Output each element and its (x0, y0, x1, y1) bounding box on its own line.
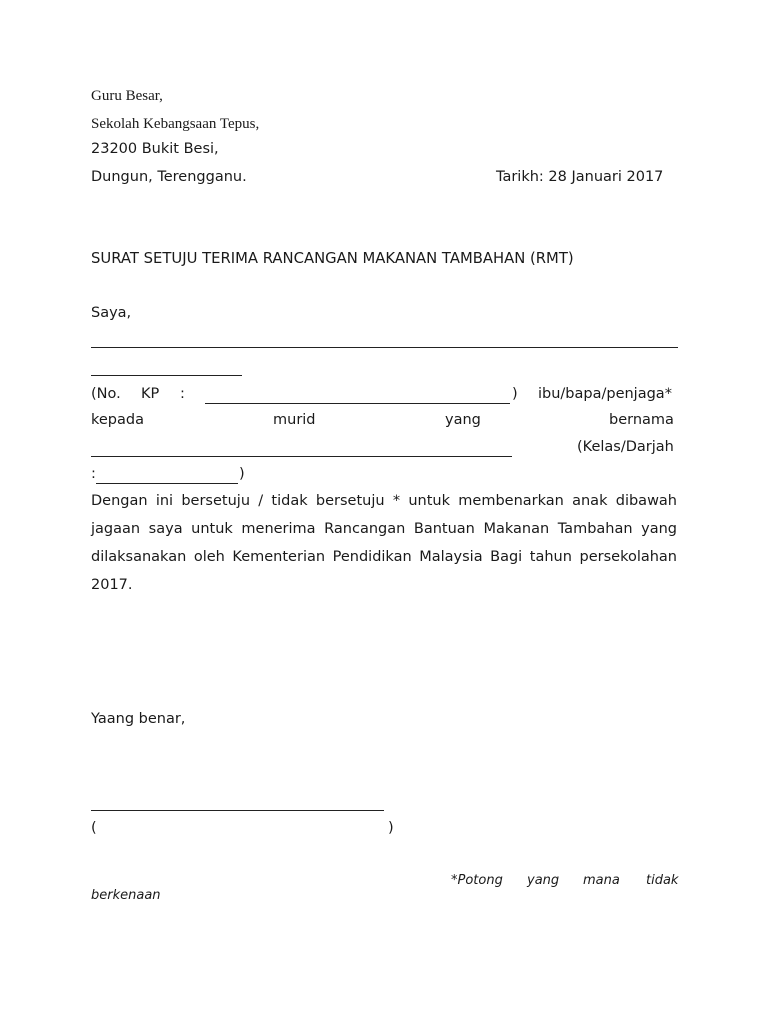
footnote-word-2: yang (527, 873, 560, 888)
recipient-city: Dungun, Terengganu. (91, 169, 247, 185)
footnote-word-1: *Potong (451, 873, 503, 888)
kelas-colon: : (91, 466, 96, 482)
saya-label: Saya, (91, 305, 132, 321)
yang-word: yang (445, 412, 481, 428)
kelas-line (96, 483, 238, 484)
signature-open-paren: ( (91, 820, 97, 836)
kepada-word: kepada (91, 412, 144, 428)
kp-colon: : (180, 386, 185, 402)
footnote-word-3: mana (583, 873, 620, 888)
signature-line (91, 810, 384, 811)
footnote-word-5: berkenaan (91, 888, 161, 903)
recipient-school: Sekolah Kebangsaan Tepus, (91, 116, 260, 132)
kp-label: KP (141, 386, 160, 402)
murid-word: murid (273, 412, 316, 428)
closing-text: Yaang benar, (91, 711, 186, 727)
footnote-word-4: tidak (646, 873, 679, 888)
kelas-label: (Kelas/Darjah (577, 439, 674, 455)
bernama-word: bernama (609, 412, 674, 428)
recipient-postcode: 23200 Bukit Besi, (91, 141, 219, 157)
consent-paragraph: Dengan ini bersetuju / tidak bersetuju * untuk membenarkan anak dibawah jagaan saya untuk menerima Rancangan Bantuan Makanan Tambahan yang dilaksanakan oleh Kementerian Pendidikan Malaysia Bagi tahun persekolahan 2017. (91, 493, 677, 593)
kelas-close-paren: ) (239, 466, 245, 482)
parent-role-label: ibu/bapa/penjaga* (538, 386, 672, 402)
kp-close-paren: ) (512, 386, 518, 402)
no-label: (No. (91, 386, 121, 402)
letter-title: SURAT SETUJU TERIMA RANCANGAN MAKANAN TAMBAHAN (RMT) (91, 250, 574, 267)
signature-close-paren: ) (388, 820, 394, 836)
name-line-1 (91, 347, 678, 348)
name-line-2 (91, 375, 242, 376)
letter-date: Tarikh: 28 Januari 2017 (496, 169, 664, 185)
recipient-title: Guru Besar, (91, 88, 163, 104)
student-name-line (91, 456, 512, 457)
kp-number-line (205, 403, 510, 404)
